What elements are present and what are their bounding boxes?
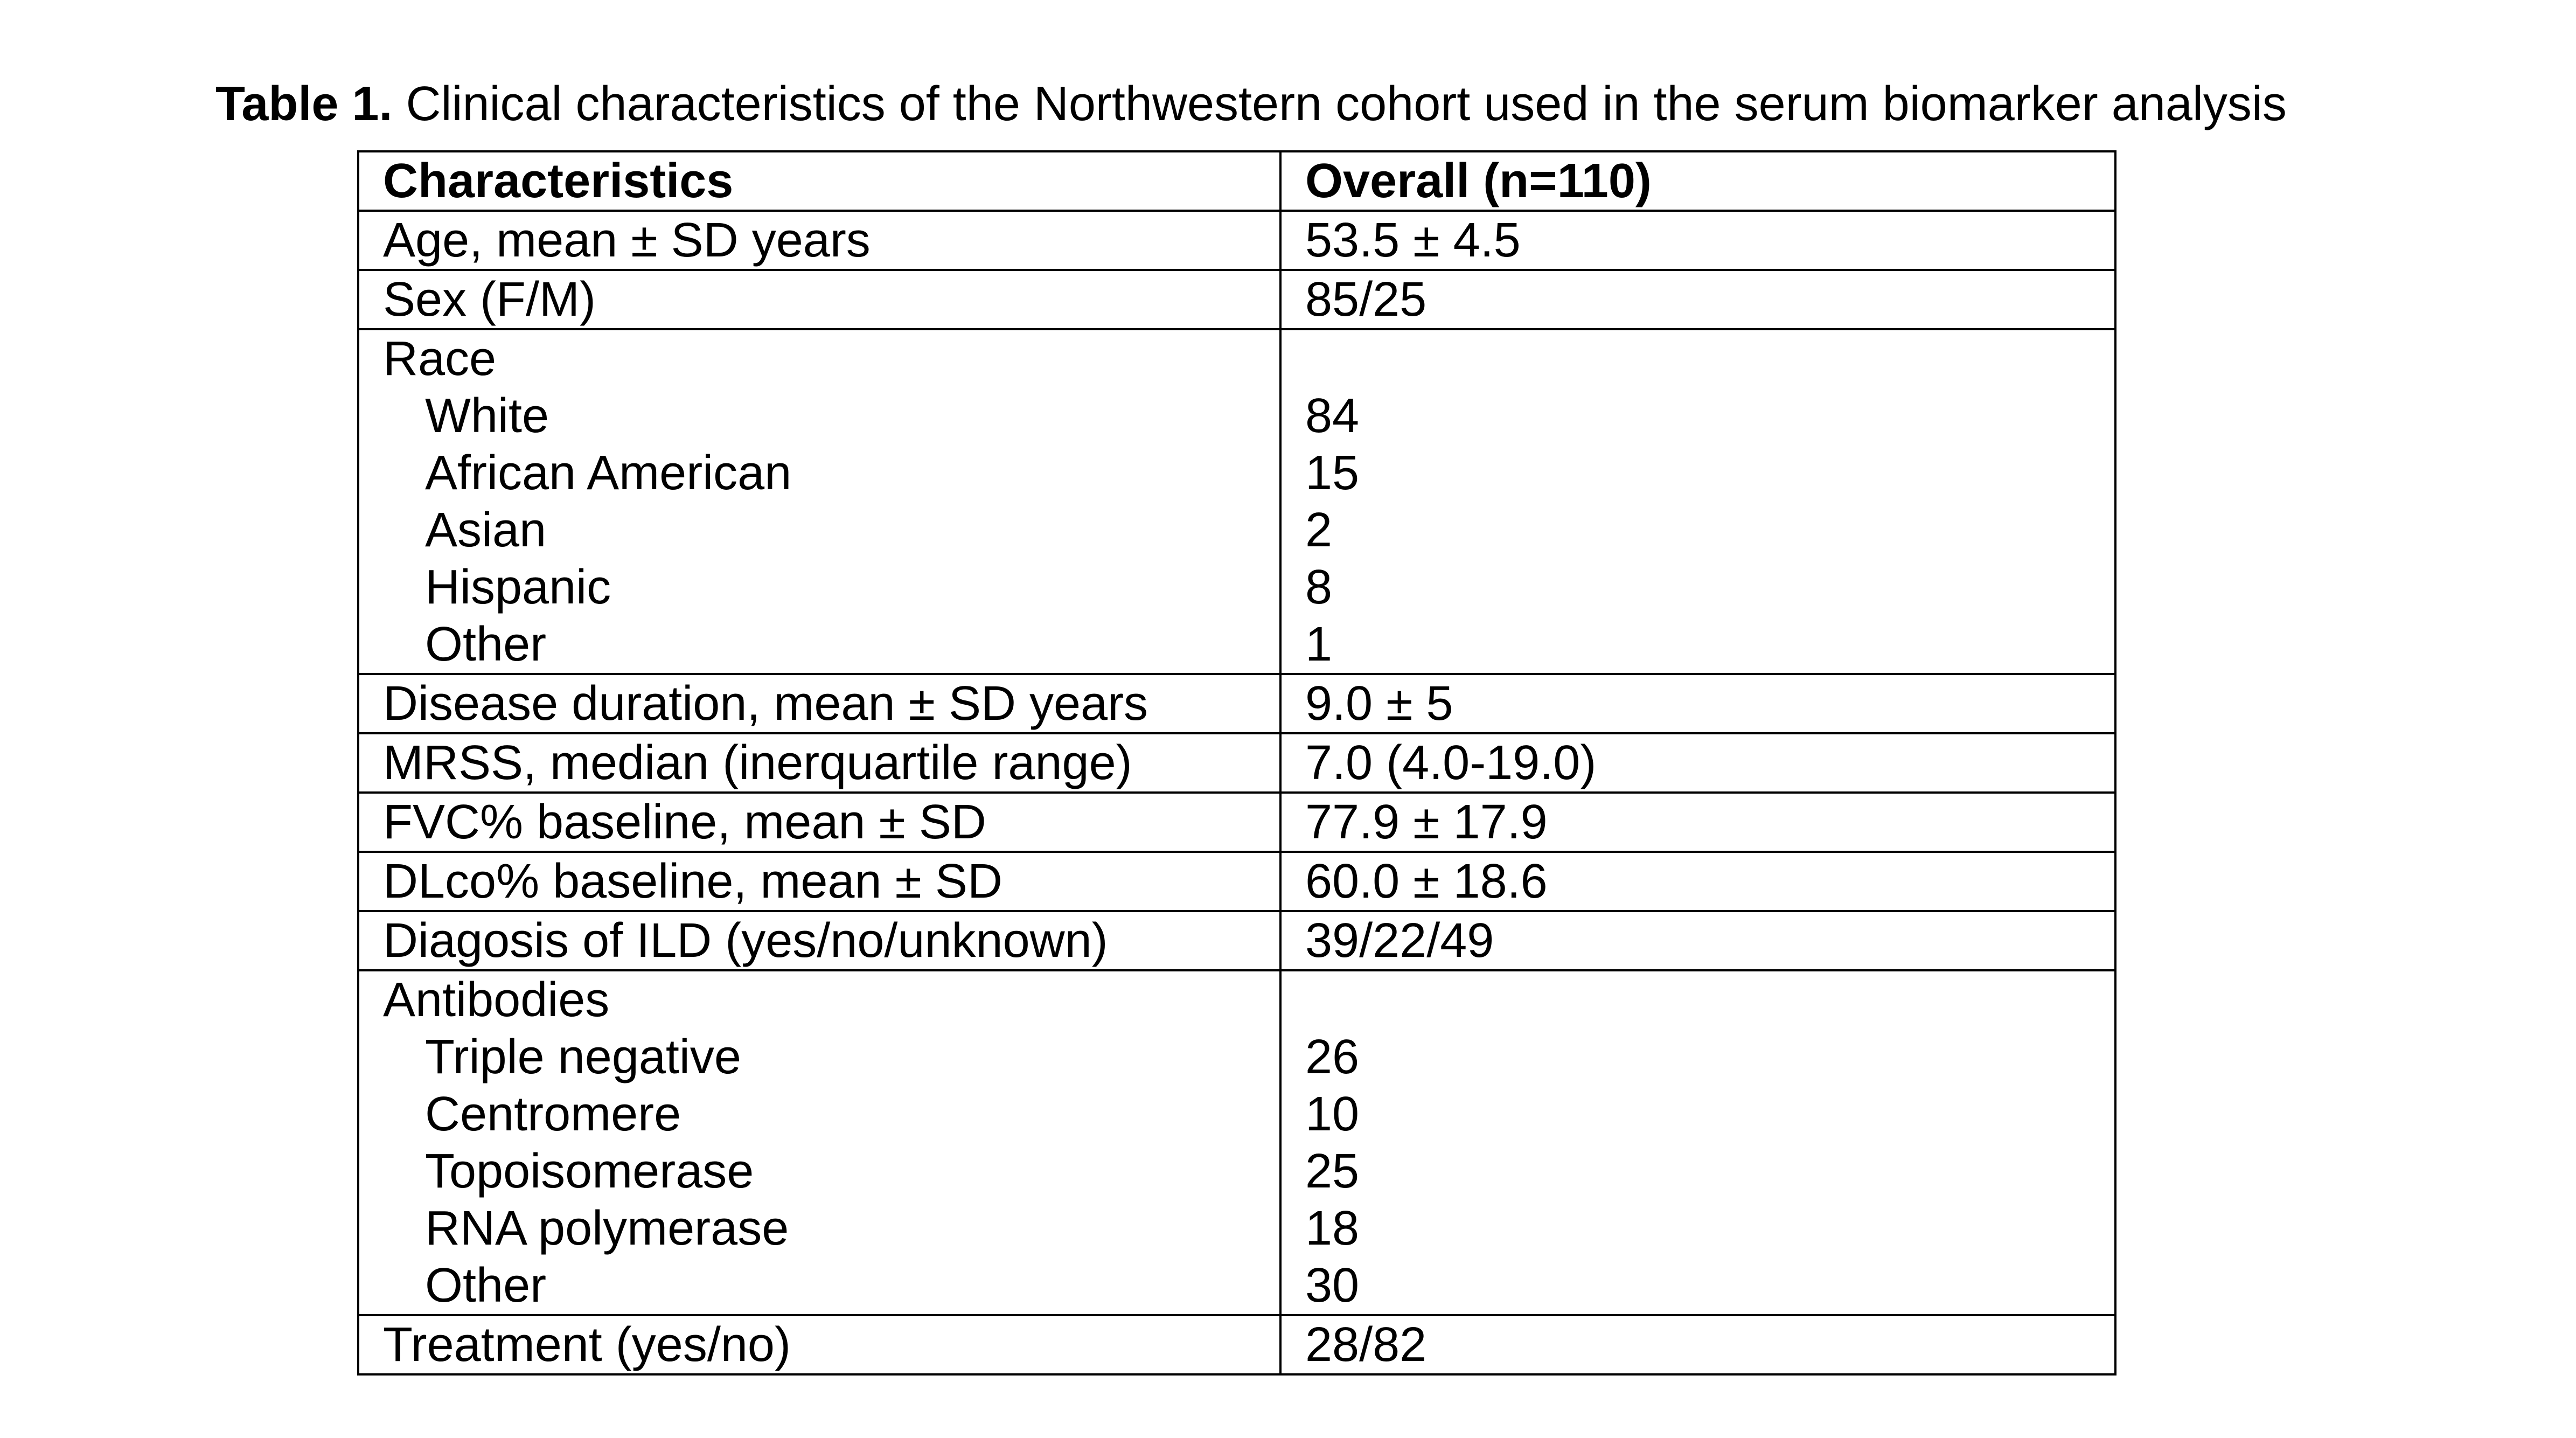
- race-value-african-american: 15: [1305, 446, 1360, 500]
- antibody-label-centromere: Centromere: [425, 1087, 681, 1141]
- race-value-other: 1: [1305, 617, 1333, 671]
- row-label-treatment: Treatment (yes/no): [358, 1315, 1280, 1374]
- row-label-dlco: DLco% baseline, mean ± SD: [358, 852, 1280, 911]
- antibody-value-rna-polymerase: 18: [1305, 1201, 1360, 1255]
- row-value-sex: 85/25: [1280, 270, 2115, 329]
- row-label-mrss: MRSS, median (inerquartile range): [358, 733, 1280, 793]
- row-label-disease-duration: Disease duration, mean ± SD years: [358, 674, 1280, 733]
- table-row: [358, 733, 2115, 793]
- table-row: [358, 852, 2115, 911]
- race-label-other: Other: [425, 617, 547, 671]
- race-group-values: [1280, 329, 2115, 674]
- race-label-asian: Asian: [425, 503, 547, 557]
- table-row: [358, 674, 2115, 733]
- race-label-white: White: [425, 389, 549, 443]
- clinical-characteristics-table: [357, 150, 2117, 1376]
- row-value-age: 53.5 ± 4.5: [1280, 211, 2115, 270]
- row-label-sex: Sex (F/M): [358, 270, 1280, 329]
- table-header-row: [358, 151, 2115, 211]
- antibody-value-centromere: 10: [1305, 1087, 1360, 1141]
- row-value-ild-diagnosis: 39/22/49: [1280, 911, 2115, 970]
- race-value-hispanic: 8: [1305, 560, 1333, 614]
- table-row: [358, 211, 2115, 270]
- table-row-race-group: [358, 329, 2115, 674]
- antibody-label-other: Other: [425, 1259, 547, 1312]
- antibody-label-rna-polymerase: RNA polymerase: [425, 1201, 789, 1255]
- race-value-white: 84: [1305, 389, 1360, 443]
- table-caption-label: Table 1.: [215, 77, 393, 131]
- column-header-overall: Overall (n=110): [1280, 151, 2115, 211]
- row-value-fvc: 77.9 ± 17.9: [1280, 793, 2115, 852]
- table-row: [358, 793, 2115, 852]
- race-value-asian: 2: [1305, 503, 1333, 557]
- row-label-age: Age, mean ± SD years: [358, 211, 1280, 270]
- table-row: [358, 270, 2115, 329]
- antibody-value-topoisomerase: 25: [1305, 1144, 1360, 1198]
- row-value-antibodies: [1305, 971, 2114, 1029]
- table-caption-text: Clinical characteristics of the Northwestern cohort used in the serum biomarker analysis: [392, 77, 2287, 131]
- race-label-hispanic: Hispanic: [425, 560, 611, 614]
- row-value-mrss: 7.0 (4.0-19.0): [1280, 733, 2115, 793]
- antibody-value-other: 30: [1305, 1259, 1360, 1312]
- row-label-ild-diagnosis: Diagosis of ILD (yes/no/unknown): [358, 911, 1280, 970]
- antibodies-group-labels: [358, 970, 1280, 1315]
- race-group-labels: [358, 329, 1280, 674]
- antibodies-group-values: [1280, 970, 2115, 1315]
- row-label-fvc: FVC% baseline, mean ± SD: [358, 793, 1280, 852]
- row-value-race: [1305, 330, 2114, 387]
- table-row: [358, 911, 2115, 970]
- race-label-african-american: African American: [425, 446, 792, 500]
- row-value-treatment: 28/82: [1280, 1315, 2115, 1374]
- row-label-antibodies: Antibodies: [383, 973, 610, 1027]
- antibody-label-topoisomerase: Topoisomerase: [425, 1144, 754, 1198]
- antibody-value-triple-negative: 26: [1305, 1030, 1360, 1084]
- column-header-characteristics: Characteristics: [358, 151, 1280, 211]
- table-row-antibodies-group: [358, 970, 2115, 1315]
- table-caption: [215, 74, 2287, 134]
- row-label-race: Race: [383, 332, 497, 386]
- table-row: [358, 1315, 2115, 1374]
- row-value-dlco: 60.0 ± 18.6: [1280, 852, 2115, 911]
- row-value-disease-duration: 9.0 ± 5: [1280, 674, 2115, 733]
- antibody-label-triple-negative: Triple negative: [425, 1030, 741, 1084]
